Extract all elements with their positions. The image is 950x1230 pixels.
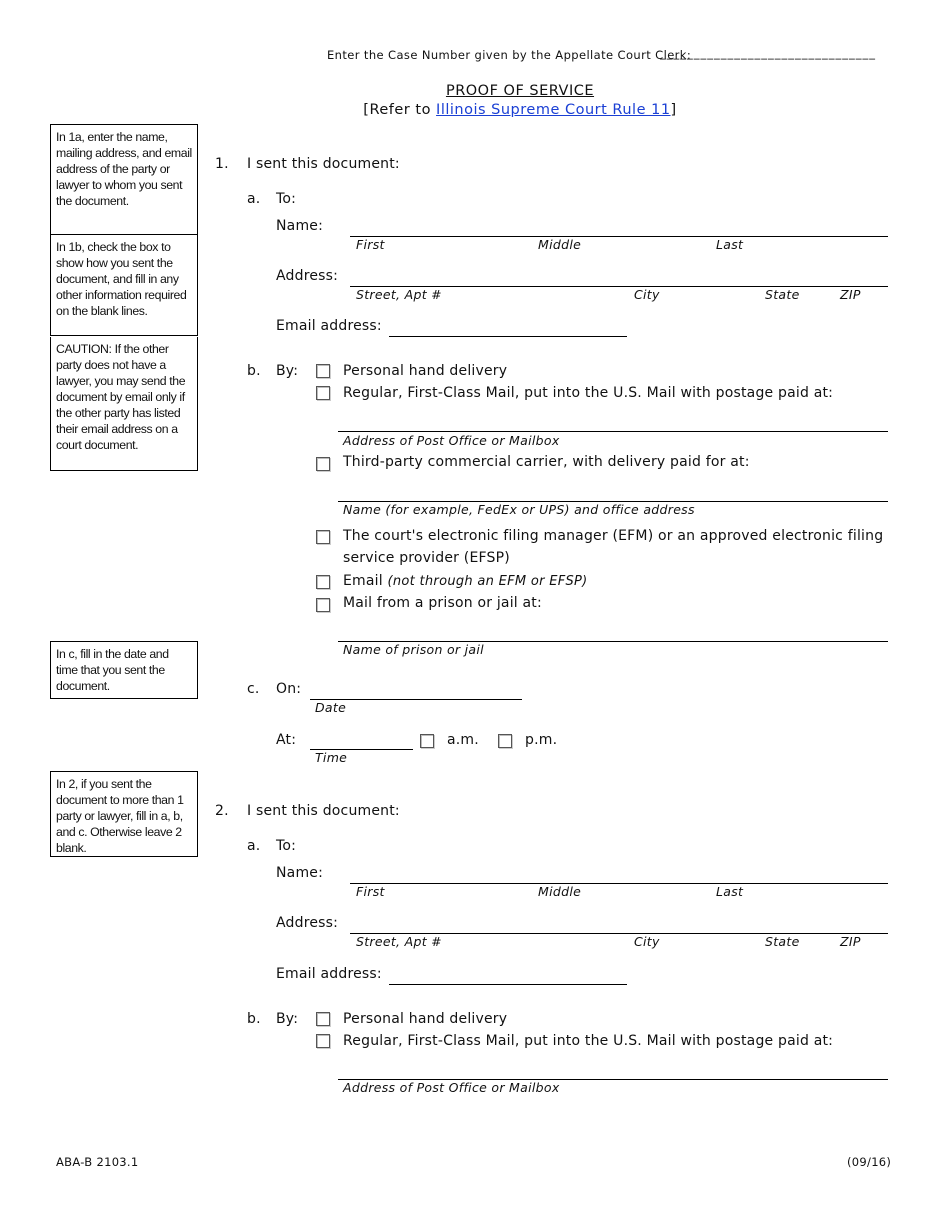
prison-caption: Name of prison or jail: [343, 642, 484, 657]
refer-prefix: [Refer to: [363, 102, 437, 118]
zip-caption-2: ZIP: [840, 934, 861, 949]
date-caption: Date: [315, 700, 347, 715]
name-field-2[interactable]: [350, 883, 888, 884]
rule-11-link[interactable]: Illinois Supreme Court Rule 11: [436, 102, 671, 118]
middle-caption: Middle: [538, 237, 582, 252]
section-2-number: 2.: [215, 803, 229, 819]
post-office-caption-2: Address of Post Office or Mailbox: [343, 1080, 560, 1095]
first-class-mail-label: Regular, First-Class Mail, put into the U.S. Mail with postage paid at:: [343, 385, 834, 401]
item-2b-label: b.: [247, 1011, 261, 1027]
email-option-text: Email: [343, 573, 383, 589]
name-field[interactable]: [350, 236, 888, 237]
efm-checkbox[interactable]: [316, 530, 330, 544]
address-label-2: Address:: [276, 915, 339, 931]
instruction-1b: In 1b, check the box to show how you sent the document, and fill in any other information required on the blank lines.: [50, 235, 198, 336]
first-caption-2: First: [356, 884, 385, 899]
page-title-text: PROOF OF SERVICE: [445, 83, 595, 99]
pm-label: p.m.: [525, 732, 558, 748]
name-label: Name:: [276, 218, 324, 234]
item-2a-label: a.: [247, 838, 261, 854]
hand-delivery-label-2: Personal hand delivery: [343, 1011, 508, 1027]
form-date: (09/16): [847, 1155, 892, 1169]
email-option-label: [343, 573, 588, 589]
page-title: [0, 83, 950, 99]
item-1a-label: a.: [247, 191, 261, 207]
to-label: To:: [276, 191, 297, 207]
to-label-2: To:: [276, 838, 297, 854]
email-field[interactable]: [389, 336, 627, 337]
post-office-caption: Address of Post Office or Mailbox: [343, 433, 560, 448]
commercial-carrier-checkbox[interactable]: [316, 457, 330, 471]
am-label: a.m.: [447, 732, 479, 748]
state-caption-2: State: [765, 934, 800, 949]
section-1-heading: I sent this document:: [247, 156, 400, 172]
post-office-field[interactable]: [338, 431, 888, 432]
refer-suffix: ]: [670, 102, 677, 118]
name-label-2: Name:: [276, 865, 324, 881]
item-1c-label: c.: [247, 681, 260, 697]
city-caption-2: City: [634, 934, 660, 949]
case-number-field[interactable]: ________________________________: [660, 46, 876, 60]
instruction-c: In c, fill in the date and time that you sent the document.: [50, 641, 198, 699]
carrier-caption: Name (for example, FedEx or UPS) and office address: [343, 502, 695, 517]
middle-caption-2: Middle: [538, 884, 582, 899]
by-label-2: By:: [276, 1011, 299, 1027]
hand-delivery-checkbox-2[interactable]: [316, 1012, 330, 1026]
first-class-mail-checkbox[interactable]: [316, 386, 330, 400]
last-caption-2: Last: [716, 884, 744, 899]
commercial-carrier-label: Third-party commercial carrier, with delivery paid for at:: [343, 454, 750, 470]
first-class-mail-checkbox-2[interactable]: [316, 1034, 330, 1048]
form-id: ABA-B 2103.1: [56, 1155, 139, 1169]
street-caption-2: Street, Apt #: [356, 934, 442, 949]
state-caption: State: [765, 287, 800, 302]
hand-delivery-label: Personal hand delivery: [343, 363, 508, 379]
email-label: Email address:: [276, 318, 382, 334]
last-caption: Last: [716, 237, 744, 252]
address-label: Address:: [276, 268, 339, 284]
by-label: By:: [276, 363, 299, 379]
section-2-heading: I sent this document:: [247, 803, 400, 819]
street-caption: Street, Apt #: [356, 287, 442, 302]
pm-checkbox[interactable]: [498, 734, 512, 748]
efm-label-line2: service provider (EFSP): [343, 550, 510, 566]
prison-mail-label: Mail from a prison or jail at:: [343, 595, 542, 611]
on-label: On:: [276, 681, 302, 697]
case-number-label: Enter the Case Number given by the Appellate Court Clerk:: [327, 48, 692, 62]
rule-reference: [0, 102, 950, 118]
first-caption: First: [356, 237, 385, 252]
at-label: At:: [276, 732, 297, 748]
email-option-note: (not through an EFM or EFSP): [387, 574, 588, 589]
time-caption: Time: [315, 750, 348, 765]
email-label-2: Email address:: [276, 966, 382, 982]
email-checkbox[interactable]: [316, 575, 330, 589]
prison-mail-checkbox[interactable]: [316, 598, 330, 612]
caution-box: CAUTION: If the other party does not have a lawyer, you may send the document by email only if the other party has listed their email address on a court document.: [50, 337, 198, 471]
email-field-2[interactable]: [389, 984, 627, 985]
item-1b-label: b.: [247, 363, 261, 379]
first-class-mail-label-2: Regular, First-Class Mail, put into the U.S. Mail with postage paid at:: [343, 1033, 834, 1049]
am-checkbox[interactable]: [420, 734, 434, 748]
efm-label-line1: The court's electronic filing manager (EFM) or an approved electronic filing: [343, 528, 884, 544]
instruction-2: In 2, if you sent the document to more than 1 party or lawyer, fill in a, b, and c. Otherwise leave 2 blank.: [50, 771, 198, 857]
hand-delivery-checkbox[interactable]: [316, 364, 330, 378]
section-1-number: 1.: [215, 156, 229, 172]
instruction-1a: In 1a, enter the name, mailing address, and email address of the party or lawyer to whom you sent the document.: [50, 124, 198, 235]
city-caption: City: [634, 287, 660, 302]
zip-caption: ZIP: [840, 287, 861, 302]
